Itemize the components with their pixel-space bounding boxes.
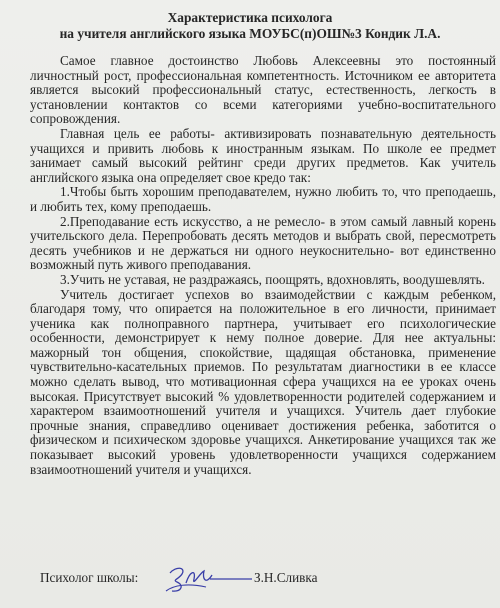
paragraph-intro: Самое главное достоинство Любовь Алексеевны это постоянный личностный рост, профессиональная компетентность. Источником ее авторитета является высокий профессиональный статус, естественность, легкость в установлении контактов со всеми категориями учебно-воспитательного сопровождения. [30,53,496,127]
paragraph-goal: Главная цель ее работы- активизировать познавательную деятельность учащихся и привить любовь к иностранным языкам. По школе ее предмет занимает самый высокий рейтинг среди других предметов. Как учитель английского языка она определяет свое кредо так: [30,125,496,185]
document-subtitle: на учителя английского языка МОУБС(п)ОШ№3 Кондик Л.А. [59,26,441,41]
signature-row [40,567,480,587]
paragraph-credo-2: 2.Преподавание есть искусство, а не ремесло- в этом самый лавный корень учительского дела. Перепробовать десять методов и выбрать свой, пересмотреть десять учебников и не держаться ни одного неукоснительно- вот единственно возможный путь живого преподавания. [30,213,496,273]
signature-label: Психолог школы: [40,570,139,585]
document-title: Характеристика психолога [167,10,333,25]
paragraph-credo-1: 1.Чтобы быть хорошим преподавателем, нужно любить то, что преподаешь, и любить тех, кому преподаешь. [30,184,496,214]
document-body [30,54,496,477]
paragraph-credo-3: 3.Учить не уставая, не раздражаясь, поощрять, вдохновлять, воодушевлять. [60,271,485,287]
signature-name: З.Н.Сливка [254,570,318,585]
paragraph-results: Учитель достигает успехов во взаимодействии с каждым ребенком, благодаря тому, что опирается на положительное в его личности, принимает ученика как полноправного партнера, учитывает его психологические особенности, демонстрирует к нему полное доверие. Для нее актуальны: мажорный тон общения, спокойствие, щадящая обстановка, применение чувствительно-касательных приемов. По результатам диагностики в ее классе можно сделать вывод, что мотивационная сфера учащихся на ее уроках очень высокая. Присутствует высокий % удовлетворенности родителей содержанием и характером взаимоотношений учителя и учащихся. Учитель дает глубокие прочные знания, справедливо оценивает достижения ребенка, заботится о физическом и психическом здоровье учащихся. Анкетирование учащихся так же показывает высокий уровень удовлетворенности учащихся содержанием взаимоотношений учителя и учащихся. [30,286,496,477]
